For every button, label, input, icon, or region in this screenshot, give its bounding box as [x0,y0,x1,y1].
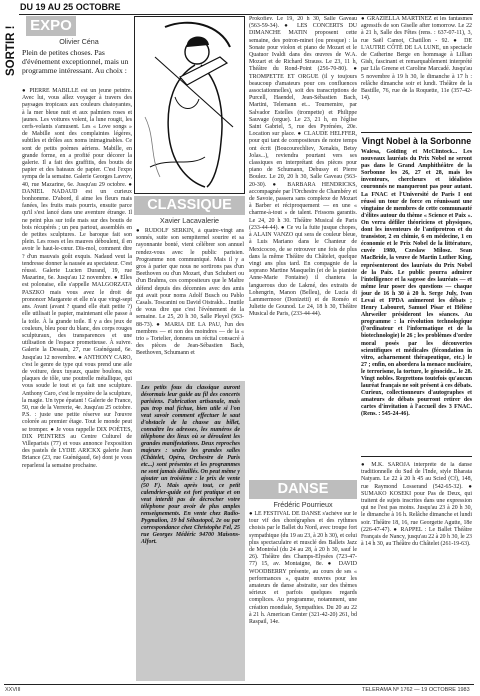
danse-continued: ● GRAZIELLA MARTINEZ et les fantasmes agressifs de son Giselle after tomorrow. Le 22 à 21 h, Salle des Fêtes (rens. : 637-07-11), 3, rue Saël Camot, Chatillon - 92. ● DE L'AUTRE CÔTÉ DE LA LUNE, un spectacle de Catherine Berge en hommage à Lillian Gish, fascinant et remarquablement interprété par Lila Greene et Caroline Marcadé. Jusqu'au 5 novembre à 19 h 30, le dimanche à 17 h : relâche dimanche soir et lundi. Théâtre de la Bastille, 76, rue de la Roquette, 11e (357-42-14). [361,16,472,102]
classique-author: Xavier Lacavalerie [159,216,220,225]
guide-box [136,381,245,681]
danse-right-bottom: ● M.K. SAROJA interprète de la danse traditionnelle du Sud de l'Inde, style Bharata Natyam. Le 22 à 20 h 45 au Scied (Cf), 148, rue Raymond Losserand (542-65-32). ● SUMAKO KOSEKI pour Pas de Deux, qui traitent de sujets inscrites dans une expression qui ne l'est pas moins. Jusqu'au 23 à 20 h 30, le dimanche à 16 h. Relâche dimanche et lundi soir. Théâtre 18, 16, rue Georgette Agutte, 18e (226-47-47). ● RAPPEL : Le Ballet Théâtre Français de Nancy, jusqu'au 22 à 20 h 30, le 23 à 14 h 30, au Théâtre du Châtelet (261-19-63). [361,462,472,548]
violinist-drawing [135,17,244,193]
classique-continued: Prokofiev. Le 19, 20 h 30, Salle Gaveau (563-59-34). ● LES CONCERTS DU DIMANCHE MATIN proposent cette semaine, des potron-minet (ou presque) : la Sonate pour violon et piano de Mozart et le Quatuor Ivaldi dans des œuvres de W.A. Mozart et de Richard Strauss. Le 23, 11 h, Théâtre du Rond-Point (256-70-80). ● TROMPETTE ET ORGUE (il y toujours beaucoup d'amateurs pour ces confluences associationnelles), soit des transcriptions de Purcell, Haendel, Jean-Sébastien Bach, Martini, Telemann et... Tournemire, par Salvador Estelles (trompette) et Philippe Sauvage (orgue). Le 23, 21 h, en l'église Saint Gabriel, 5, rue des Pyrénées, 20e. Location sur place. ● CLAUDE HELFFER, pour qui tant de compositeurs de notre temps ont écrit (Boucourechliev, Xenakis, Betsy Jolas...), reviendra pourtant vers ses classiques en interprétant des pièces pour piano de Schumann, Debussy et Pierre Boulez. Le 20, 20 h 30, Salle Gaveau (563-20-30). ● BARBARA HENDRICKS, accompagnée par l'Orchestre de Chambéry et de Savoie, passera sans complexe de Mozart à Barber et réciproquement — en une « charme-à-tout » de talent. Frissons garantis. Le 24, 20 h 30. Théâtre Musical de Paris (233-44-44). ● Ce vu la fuite jusque chopes, à ALAIN VANZO qui sera de couleur bleue, à Luis Mariano dans le Chanteur de Mexicocoo, de se retrouver une fois de plus dans la même Théâtre du Châtelet, quelque vingt ans plus tard. En compagnie de la soprano Martine Masquelin (et de la pianiste Anne-Marie Fontaine) il chantera la languerous duo de Lakmé, des extraits de Lohengrin, Manon (Belleu), de Lucia di Lammermoor (Donizetti) et de Roméo et Juliette de Gounod. Le 24, 18 h 30, Théâtre Musical de Paris, (233-44-44). [249,16,357,318]
vingt-nobel-title: Vingt Nobel à la Sorbonne [361,136,472,146]
expo-title: EXPO [26,16,76,36]
header-rule [19,14,473,15]
expo-lead: Plein de petites choses. Pas d'événement exceptionnel, mais un programme intéressant. Au choix : [22,48,129,75]
expo-body: ● PIERRE MABILLE est un jeune peintre. Avec lui, vous allez voyager à travers des paysages tropicaux aux couleurs chatoyantes, à la mer bleue nuit et aux palmiers roses et jaunes. Les voitures volent, la lune rougit, les cerfs-volants s'amusent. Les « Love songs » de Mabille sont des complaintes légères, subtiles et drôles aux noms inimaginables. Ce sont de petits poèmes aériens. Mabille, en grande forme, en a profité pour décorer la galerie. Il a fait des graffitis, des boutis de papier et des bateaux de papier. C'est l'expo sympa de la semaine. Galerie Georges Lavrov, 40, rue Mazarine, 6e. Jusqu'au 29 octobre. ● DANIEL NADAUD est un curieux bonhomme. D'abord, il aime les fleurs mais fanées, les fruits mais pourris, ensuite parce qu'il s'est lancé dans une aventure étrange. Il ne peint plus sur toile mais sur des boutis de bois récupérés ; un peu partout, assemblés en de petites sculptures. Le baroque fait son plein. Les roses et les mauves déboulent, il en avoir le haut-le-cœur. Dis-mol, comment dire ? d'un mauvais goût exquis. Nadaud veut la tendresse donner la nausée au spectateur. C'est réussi. Galerie Lucien Durand, 19, rue Mazarine, 6e. Jusqu'au 12 novembre. ● Elles est polonaise, elle s'appelle MALGORZATA PASZKO mais vous avez le droit de prononcer Margarete et elle n'a que vingt-sept ans. Avant (avant ? quand elle était petite ?) elle utilisait le papier, maintenant elle passe à la toile. À la grande toile. Il y a des jeux de couleurs, bleu pour du blanc, des corps rouges sculpturaux, des transparences et une utilisation de l'espace prometteuse. À suivre. Galerie la Dessain, 27, rue Guénégaud, 6e. Jusqu'au 12 novembre. ● ANTHONY CARO, c'est le genre de type qui vous prend une aile de voiture, deux tuyaux, quatre boulons, six plaques de tôle, une poutrelle métallique, qui vous soude le tout et ça fait une sculpture. Anthony Caro, c'est le mystère de la sculpture, la magie. Un type épatant ! Galerie de France, 50, rue de la Verrerie, 4e. Jusqu'au 25 octobre. P.S. : juste une petite réserve sur l'œuvre colorée au premier étage. Tout le monde peut se tromper. ● Je vous rappelle DIX POÈTES, DIX PEINTRES au Centre Culturel de Villeparisis (77) et vous annonce l'exposition des pastels de LYDIE ARICKX galerie Jean Briance (23, rue Guénégaud, 6e) dont je vous reparlerai la semaine prochaine. [22,88,132,469]
page-number: XXVIII [5,687,21,693]
footer-rule [4,684,474,685]
date-range: DU 19 AU 25 OCTOBRE [20,2,121,12]
guide-box-text: Les petits fous du classique auront désormais leur guide au fil des concerts parisiens. Fabrication artisanale, mais pas trop mal fichue, bien utile si l'on veut savoir comment effectuer le saut d'obstacle de la chasse au billet, connaître les adresses, les numéros de téléphone des lieux où se déroulent les grandes manifestations. Deux reproches majeurs : seules les grandes salles (Châtelet, Opéra, Orchestre de Paris etc...) sont présentes et les programmes ne sont jamais détaillés. On peut même y ajouter un troisième : le prix de vente (50 F). Mais après tout, ce petit calendrier-guide est fort pratique et on veut interdit pas de décrocher votre téléphone pour avoir de plus amples renseignements. En vente chez Radio-Pygmalion, 19 bd Sébastopol, 2e ou par correspondance chez Christophe Fel, 25 rue Georges Médéric 94700 Maisons-Alfort. [141,385,240,545]
vingt-nobel-box [361,132,472,457]
sortir-side-label: SORTIR ! [5,25,17,77]
danse-title: DANSE [249,480,357,499]
danse-body: ● LE FESTIVAL DE DANSE s'achève sur le tour vif des chorégraphes et des rythmes choisis par le Ballet du Nord, avec troupe fort sympathique (du 19 au 23, à 20 h 30), et celui plus spectaculaire et musclé des Ballets Jazz de Montréal (du 24 au 28, à 20 h 30, sauf le 26). Théâtre des Champs-Elysées (723-47-77) 15, av. Montaigne, 8e. ● DAVID WOODBERRY présente, au cours de ses « performances », quatre œuvres pour les amateurs de danse abstraite, sur des thèmes sérieux et parfois quelques regards complices. Au programme, notamment, une création mondiale, Sympathies. Du 20 au 22 à 21 h. American Center (321-42-20) 261, bd Raspail, 14e. [249,511,357,626]
expo-author: Olivier Céna [59,37,99,46]
vingt-nobel-body: Walesa, Golding et McClintock... Les nouveaux lauréats du Prix Nobel ne seront pas dans le Grand Amphithéâtre de la Sorbonne les 26, 27 et 28, mais les inventeurs, chercheurs et idéalistes couronnés ne manqueront pas pour autant. La FNAC et l'Université de Paris I ont réussi un tour de force en réunissant une vingtaine de membres de cette communauté d'élites autour du thème « Science et Paix ». On verra défiler théoriciens et physiques, dont les inventeurs de l'antiprotron et du transistor, 2 en chimie, 6 en médecine, 1 en économie et le Prix Nobel de la littérature, cuvée 1980, Czeslaw Milosz. Sean MacBride, la veuve de Martin Luther King, représenteront des lauréats du Prix Nobel de la Paix. Le public pourra admirer l'intelligence et la sagesse des lauréats — et même leur poser des questions — chaque jour de 16 h 30 à 20 h. Serge July, Ivan Levai et FPDA animeront les débats ; Henry Labouret, Samuel Pisar et Hélène Ahrweiler présideront les séances. Au programme : la révolution technologique (l'ordinateur et l'informatique et de la biotechnologie) le 26 ; les problèmes d'ordre moral posés par les découvertes scientifiques et médicales (fécondation in vitro, acharnement thérapeutique, etc.) le 27 ; enfin, on abordera la menace nucléaire, le terrorisme, la torture, le génocide... le 28. Vingt nobles. Regrettons toutefois qu'aucun lauréat français ne soit présent à ces débats. Curieux, collectionneurs d'autographes et amateurs de débats pourront retirer des cartes d'invitation à l'accueil des 3 FNAC. (Rens. : 545-24-46). [361,149,472,418]
issue-info: TELERAMA Nº 1762 — 19 OCTOBRE 1983 [362,687,470,693]
classique-title: CLASSIQUE [134,196,245,215]
violinist-illustration [134,16,245,194]
classique-body: ● RUDOLF SERKIN, à quatre-vingt ans sonnés, suite son sempiternel sourire et sa rayonnante bonté, vient célébrer son annuel rendez-vous avec le public parisien. Programme non communiqué. Mais il y a gros à parier que nous ne sortirons pas d'un Beethoven ou d'un Mozart, d'un Schubert ou d'un Brahms, ces compositeurs que le Maître défend depuis des décennies avec des amis qui avait pour noms Adolf Busch ou Pablo Casals. Toscanini ou David Oistrakh... Inutile de vous dire que c'est l'événement de la semaine. Le 25, 20 h 30, Salle Pleyel (563-88-73). ● MARIA DE LA PAU, l'un des membres — et non des moindres — de la « trio » Tortelier, donnera un récital consacré à des pièces de Jean-Sébastien Bach, Beethoven, Schumann et [136,228,244,357]
danse-author: Frédéric Pourrieux [273,500,333,509]
